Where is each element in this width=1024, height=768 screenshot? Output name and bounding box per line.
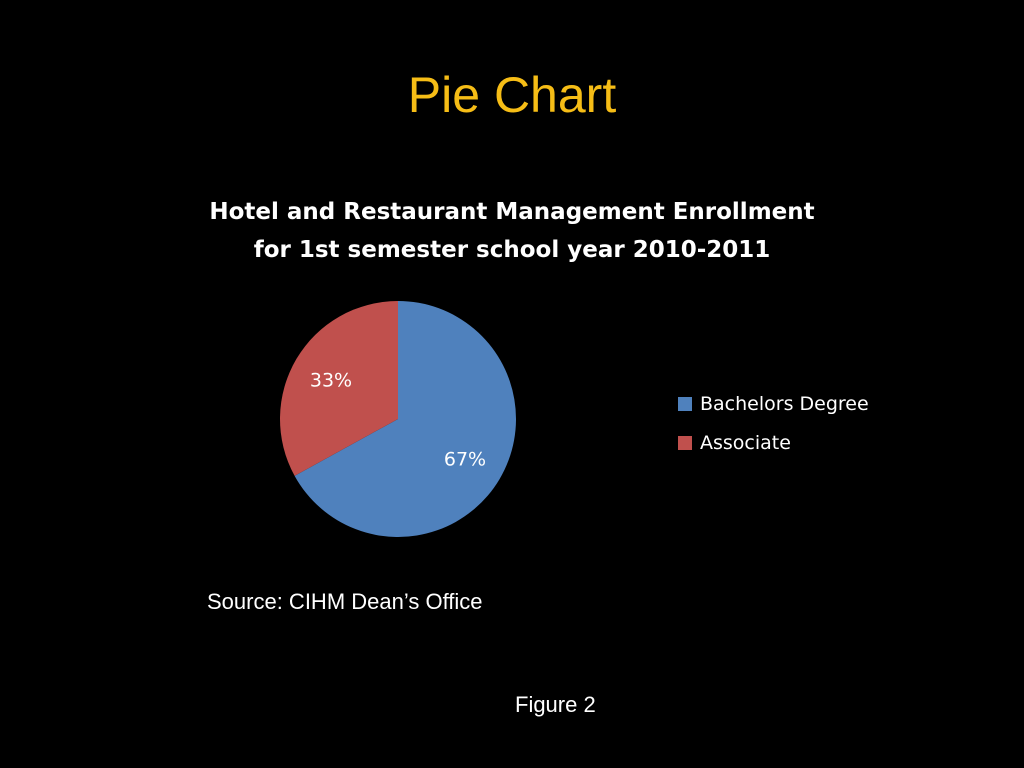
- legend-item-associate: [678, 423, 869, 462]
- chart-title-line-1: Hotel and Restaurant Management Enrollment: [209, 199, 815, 225]
- pie-label-associate: 33%: [309, 369, 353, 392]
- figure-label: Figure 2: [515, 692, 596, 717]
- legend-swatch-associate: [678, 436, 692, 450]
- pie-label-bachelors-degree: 67%: [443, 448, 487, 471]
- source-note: Source: CIHM Dean’s Office: [207, 589, 483, 614]
- slide-title: Pie Chart: [407, 67, 617, 123]
- legend-swatch-bachelors: [678, 397, 692, 411]
- legend-item-bachelors: [678, 384, 869, 423]
- chart-title-line-2: for 1st semester school year 2010-2011: [253, 237, 771, 263]
- legend-label-associate: Associate: [700, 431, 791, 454]
- legend-label-bachelors: Bachelors Degree: [700, 392, 869, 415]
- chart-legend: [678, 384, 869, 462]
